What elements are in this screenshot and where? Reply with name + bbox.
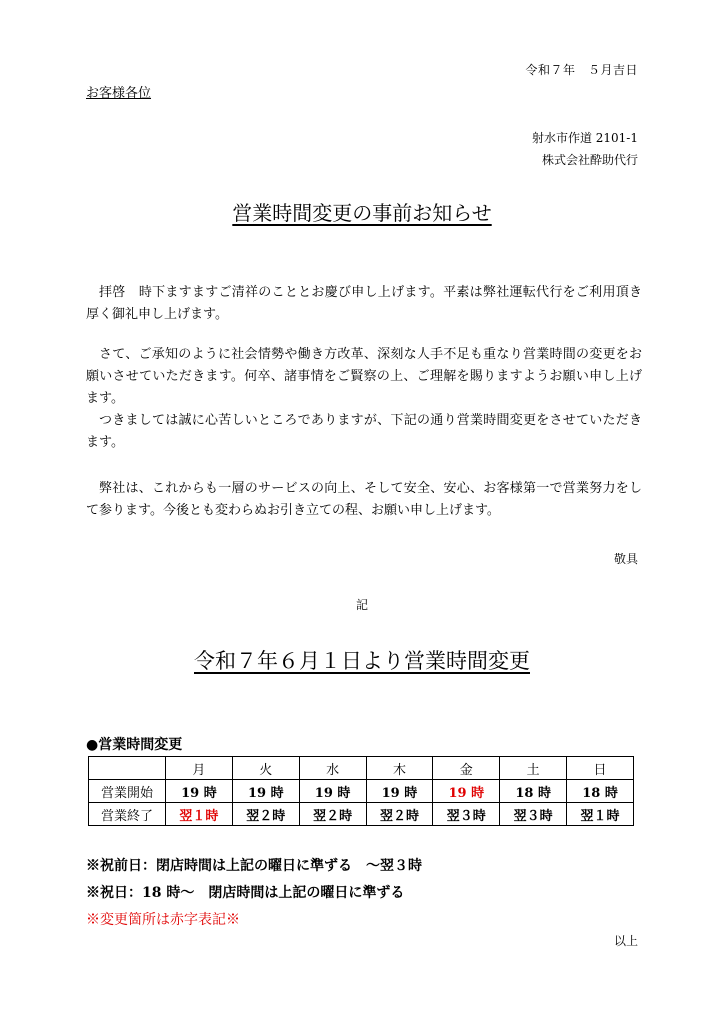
note-red-legend: ※変更箇所は赤字表記※ xyxy=(86,912,240,928)
open-time-cell: 19 時 xyxy=(366,780,433,803)
row-label-open: 営業開始 xyxy=(89,780,166,803)
day-header: 土 xyxy=(500,757,567,780)
document-date: 令和７年 ５月吉日 xyxy=(525,63,638,77)
day-header: 月 xyxy=(166,757,233,780)
open-time-cell: 19 時 xyxy=(232,780,299,803)
paragraph-line: 拝啓 時下ますますご清祥のこととお慶び申し上げます。平素は弊社運転代行をご利用頂き厚く御礼申し上げます。 xyxy=(86,285,642,322)
notes-block xyxy=(86,853,422,934)
closing-keigu: 敬具 xyxy=(613,552,638,566)
paragraph-line: つきましては誠に心苦しいところでありますが、下記の通り営業時間変更をさせていただきます。 xyxy=(86,413,642,450)
day-header: 水 xyxy=(299,757,366,780)
open-time-cell: 18 時 xyxy=(567,780,634,803)
close-time-cell: 翌３時 xyxy=(500,803,567,826)
closing-ijou: 以上 xyxy=(613,934,638,948)
row-label-close: 営業終了 xyxy=(89,803,166,826)
document-title xyxy=(0,197,724,226)
day-header: 日 xyxy=(567,757,634,780)
table-header-row xyxy=(89,757,634,780)
paragraph-greeting xyxy=(86,282,642,326)
schedule-label: ●営業時間変更 xyxy=(86,737,183,753)
change-headline xyxy=(0,645,724,675)
close-time-cell: 翌１時 xyxy=(166,803,233,826)
table-row-open xyxy=(89,780,634,803)
day-header: 火 xyxy=(232,757,299,780)
day-header: 木 xyxy=(366,757,433,780)
open-time-cell: 19 時 xyxy=(433,780,500,803)
open-time-cell: 19 時 xyxy=(166,780,233,803)
paragraph-line: 弊社は、これからも一層のサービスの向上、そして安全、安心、お客様第一で営業努力をして参ります。今後とも変わらぬお引き立ての程、お願い申し上げます。 xyxy=(86,481,642,518)
close-time-cell: 翌２時 xyxy=(299,803,366,826)
sender-block xyxy=(532,127,638,171)
paragraph-line: さて、ご承知のように社会情勢や働き方改革、深刻な人手不足も重なり営業時間の変更をお願いさせていただきます。何卒、諸事情をご賢察の上、ご理解を賜りますようお願い申し上げます。 xyxy=(86,347,642,406)
day-header: 金 xyxy=(433,757,500,780)
recipient: お客様各位 xyxy=(86,86,152,101)
ki-marker: 記 xyxy=(355,598,368,612)
business-hours-table xyxy=(88,756,634,826)
close-time-cell: 翌２時 xyxy=(232,803,299,826)
open-time-cell: 18 時 xyxy=(500,780,567,803)
close-time-cell: 翌１時 xyxy=(567,803,634,826)
table-corner-cell xyxy=(89,757,166,780)
paragraph-commitment xyxy=(86,478,642,522)
open-time-cell: 19 時 xyxy=(299,780,366,803)
document-title-text: 営業時間変更の事前お知らせ xyxy=(232,201,492,225)
sender-company: 株式会社酔助代行 xyxy=(541,153,638,167)
note-holiday: ※祝日：18 時～ 閉店時間は上記の曜日に準ずる xyxy=(86,885,405,901)
close-time-cell: 翌２時 xyxy=(366,803,433,826)
paragraph-notice xyxy=(86,344,642,454)
change-headline-text: 令和７年６月１日より営業時間変更 xyxy=(194,649,530,673)
table-row-close xyxy=(89,803,634,826)
close-time-cell: 翌３時 xyxy=(433,803,500,826)
sender-address: 射水市作道 2101-1 xyxy=(531,131,638,145)
note-holiday-eve: ※祝前日：閉店時間は上記の曜日に準ずる ～翌３時 xyxy=(86,858,422,874)
